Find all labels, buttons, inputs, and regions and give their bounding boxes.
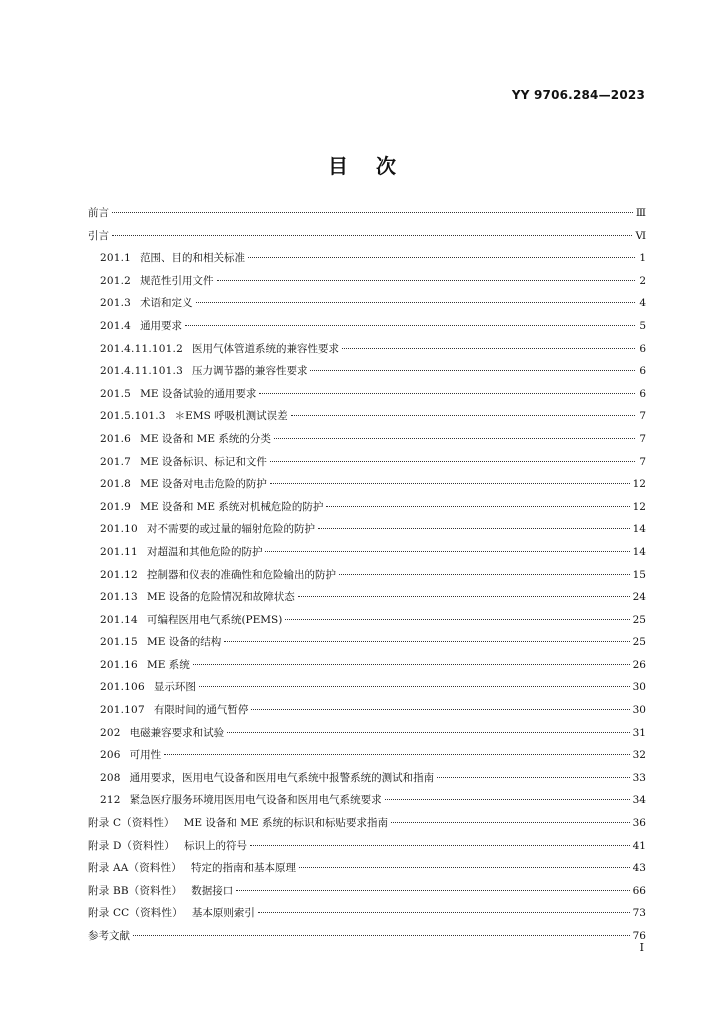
toc-entry[interactable] (88, 770, 646, 793)
toc-entry-title: 对不需要的或过量的辐射危险的防护 (146, 523, 315, 536)
toc-dot-leader (298, 596, 630, 597)
standard-code: YY 9706.284—2023 (511, 88, 645, 102)
toc-entry-title: 引言 (88, 229, 109, 242)
toc-entry[interactable] (88, 544, 646, 567)
toc-entry-number: 201.14 (100, 613, 138, 626)
toc-entry-title: ME 设备试验的通用要求 (140, 387, 257, 400)
toc-dot-leader (270, 483, 630, 484)
toc-dot-leader (274, 438, 635, 439)
toc-dot-leader (112, 212, 633, 213)
toc-dot-leader (391, 822, 630, 823)
toc-entry-title: 参考文献 (88, 930, 130, 942)
toc-entry-title: 术语和定义 (140, 297, 193, 310)
toc-entry[interactable] (88, 679, 646, 702)
toc-entry-title: 显示环图 (153, 681, 196, 694)
toc-dot-leader (285, 619, 629, 620)
toc-entry[interactable] (88, 228, 646, 251)
toc-entry-title: 特定的指南和基本原理 (191, 862, 297, 875)
toc-entry-title: ME 设备和 ME 系统的标识和标贴要求指南 (183, 817, 389, 830)
toc-entry[interactable] (88, 476, 646, 499)
toc-entry-title: ME 设备的危险情况和故障状态 (146, 591, 295, 604)
toc-entry-number: 附录 AA（资料性） (88, 862, 183, 875)
toc-entry-number: 201.9 (100, 500, 132, 513)
toc-entry[interactable] (88, 499, 646, 522)
toc-entry-number: 201.3 (100, 297, 132, 310)
toc-entry-page: 73 (632, 907, 646, 920)
toc-entry-title: 前言 (88, 207, 109, 219)
toc-entry-number: 201.6 (100, 432, 132, 445)
toc-dot-leader (236, 890, 629, 891)
toc-dot-leader (193, 664, 630, 665)
toc-dot-leader (326, 506, 629, 507)
toc-entry-title: 控制器和仪表的准确性和危险输出的防护 (146, 568, 336, 581)
toc-entry[interactable] (88, 250, 646, 273)
toc-entry-title: 可用性 (129, 749, 162, 762)
toc-entry-page: 33 (632, 771, 646, 784)
toc-entry[interactable] (88, 883, 646, 906)
toc-entry-page: 15 (632, 568, 646, 581)
toc-dot-leader (385, 799, 630, 800)
toc-entry[interactable] (88, 205, 646, 228)
toc-entry-page: 2 (639, 274, 646, 287)
toc-entry-title: 基本原则索引 (191, 907, 255, 920)
toc-entry-number: 202 (100, 726, 121, 739)
toc-entry-page: 26 (632, 658, 646, 671)
toc-entry[interactable] (88, 815, 646, 838)
toc-entry-page: 7 (639, 410, 646, 423)
toc-dot-leader (299, 867, 630, 868)
toc-entry-number: 201.5.101.3 (100, 410, 166, 423)
toc-entry-page: 31 (632, 726, 646, 739)
toc-entry-title: ME 设备对电击危险的防护 (140, 478, 267, 491)
toc-entry-title: 紧急医疗服务环境用医用电气设备和医用电气系统要求 (129, 794, 382, 807)
toc-entry-number: 201.5 (100, 387, 132, 400)
toc-entry-number: 208 (100, 771, 121, 784)
toc-entry-page: 6 (639, 365, 646, 378)
toc-entry[interactable] (88, 431, 646, 454)
toc-entry[interactable] (88, 273, 646, 296)
toc-entry-page: 4 (639, 297, 646, 310)
toc-entry[interactable] (88, 454, 646, 477)
table-of-contents (88, 205, 646, 951)
toc-entry[interactable] (88, 634, 646, 657)
toc-entry-title: 范围、目的和相关标准 (140, 252, 246, 265)
toc-dot-leader (133, 935, 630, 936)
toc-entry-page: 36 (632, 817, 646, 830)
toc-dot-leader (224, 641, 629, 642)
toc-entry[interactable] (88, 612, 646, 635)
toc-dot-leader (227, 732, 629, 733)
toc-entry-number: 201.16 (100, 658, 138, 671)
toc-entry-number: 201.12 (100, 568, 138, 581)
toc-entry-page: 34 (632, 794, 646, 807)
toc-dot-leader (248, 257, 635, 258)
toc-dot-leader (259, 393, 635, 394)
toc-entry-page: 5 (639, 319, 646, 332)
toc-entry-page: 30 (632, 681, 646, 694)
toc-entry-number: 201.1 (100, 252, 132, 265)
toc-entry-title: ME 设备和 ME 系统的分类 (140, 432, 271, 445)
toc-dot-leader (185, 325, 635, 326)
toc-entry-title: ME 系统 (146, 658, 190, 671)
toc-entry-page: 12 (632, 500, 646, 513)
toc-entry-number: 附录 D（资料性） (88, 839, 176, 852)
toc-dot-leader (164, 754, 629, 755)
toc-entry-number: 201.107 (100, 704, 145, 717)
toc-entry-number: 201.4 (100, 319, 132, 332)
toc-entry-number: 206 (100, 749, 121, 762)
toc-entry[interactable] (88, 521, 646, 544)
toc-entry-number: 附录 C（资料性） (88, 817, 175, 830)
toc-entry-page: 41 (632, 839, 646, 852)
toc-entry-number: 201.10 (100, 523, 138, 536)
toc-entry[interactable] (88, 657, 646, 680)
toc-entry[interactable] (88, 386, 646, 409)
toc-entry-number: 附录 BB（资料性） (88, 884, 183, 897)
toc-dot-leader (217, 280, 635, 281)
toc-entry[interactable] (88, 860, 646, 883)
toc-entry-page: 1 (639, 252, 646, 265)
toc-entry-page: 12 (632, 478, 646, 491)
toc-entry-number: 212 (100, 794, 121, 807)
toc-entry[interactable] (88, 341, 646, 364)
toc-entry-page: 25 (632, 636, 646, 649)
toc-dot-leader (199, 686, 630, 687)
toc-entry[interactable] (88, 838, 646, 861)
toc-entry-title: 医用气体管道系统的兼容性要求 (191, 342, 339, 355)
toc-dot-leader (310, 370, 635, 371)
toc-entry-title: ＊EMS 呼吸机测试误差 (174, 410, 288, 423)
toc-entry-number: 201.11 (100, 545, 138, 558)
toc-entry-page: 32 (632, 749, 646, 762)
toc-entry-title: 数据接口 (191, 884, 234, 897)
toc-dot-leader (339, 574, 630, 575)
page-title: 目次 (328, 154, 424, 178)
toc-entry-title: 通用要求 (140, 319, 183, 332)
toc-entry-title: ME 设备的结构 (146, 636, 222, 649)
toc-dot-leader (318, 528, 630, 529)
toc-entry-title: ME 设备和 ME 系统对机械危险的防护 (140, 500, 324, 513)
toc-entry-page: 43 (632, 862, 646, 875)
toc-entry-page: 14 (632, 545, 646, 558)
toc-dot-leader (250, 845, 630, 846)
toc-dot-leader (342, 348, 635, 349)
toc-entry-page: 24 (632, 591, 646, 604)
toc-entry[interactable] (88, 702, 646, 725)
toc-entry[interactable] (88, 747, 646, 770)
toc-dot-leader (291, 415, 635, 416)
toc-entry[interactable] (88, 295, 646, 318)
toc-entry-page: 7 (639, 455, 646, 468)
toc-entry[interactable] (88, 589, 646, 612)
toc-dot-leader (437, 777, 629, 778)
toc-entry[interactable] (88, 318, 646, 341)
toc-entry[interactable] (88, 928, 646, 951)
toc-dot-leader (258, 912, 630, 913)
toc-entry-page: 66 (632, 884, 646, 897)
toc-entry-title: 压力调节器的兼容性要求 (191, 365, 308, 378)
toc-entry-title: 有限时间的通气暂停 (153, 704, 249, 717)
toc-dot-leader (265, 551, 629, 552)
toc-entry-title: 规范性引用文件 (140, 274, 214, 287)
toc-entry[interactable] (88, 792, 646, 815)
toc-dot-leader (270, 461, 635, 462)
toc-dot-leader (196, 302, 635, 303)
toc-entry-number: 201.15 (100, 636, 138, 649)
toc-entry-page: 30 (632, 704, 646, 717)
toc-entry-number: 201.4.11.101.2 (100, 342, 183, 355)
toc-entry-number: 附录 CC（资料性） (88, 907, 183, 920)
toc-entry-title: ME 设备标识、标记和文件 (140, 455, 267, 468)
page-number: I (639, 941, 644, 954)
toc-entry[interactable] (88, 408, 646, 431)
toc-entry[interactable] (88, 905, 646, 928)
toc-entry-number: 201.2 (100, 274, 132, 287)
toc-entry-page: 76 (632, 930, 646, 942)
toc-dot-leader (251, 709, 629, 710)
toc-entry-number: 201.8 (100, 478, 132, 491)
toc-entry-title: 通用要求，医用电气设备和医用电气系统中报警系统的测试和指南 (129, 771, 435, 784)
toc-entry-title: 标识上的符号 (184, 839, 248, 852)
toc-entry-title: 可编程医用电气系统(PEMS) (146, 613, 283, 626)
toc-entry[interactable] (88, 363, 646, 386)
toc-entry-title: 电磁兼容要求和试验 (129, 726, 225, 739)
toc-entry[interactable] (88, 725, 646, 748)
toc-entry-page: Ⅲ (635, 207, 646, 219)
toc-entry-number: 201.7 (100, 455, 132, 468)
toc-entry-page: 7 (639, 432, 646, 445)
toc-entry-number: 201.106 (100, 681, 145, 694)
toc-dot-leader (112, 235, 632, 236)
toc-entry[interactable] (88, 567, 646, 590)
toc-entry-page: 6 (639, 342, 646, 355)
toc-entry-page: 14 (632, 523, 646, 536)
toc-entry-page: Ⅵ (635, 229, 646, 242)
toc-entry-number: 201.13 (100, 591, 138, 604)
toc-entry-number: 201.4.11.101.3 (100, 365, 183, 378)
toc-entry-page: 25 (632, 613, 646, 626)
toc-entry-title: 对超温和其他危险的防护 (146, 545, 263, 558)
toc-entry-page: 6 (639, 387, 646, 400)
